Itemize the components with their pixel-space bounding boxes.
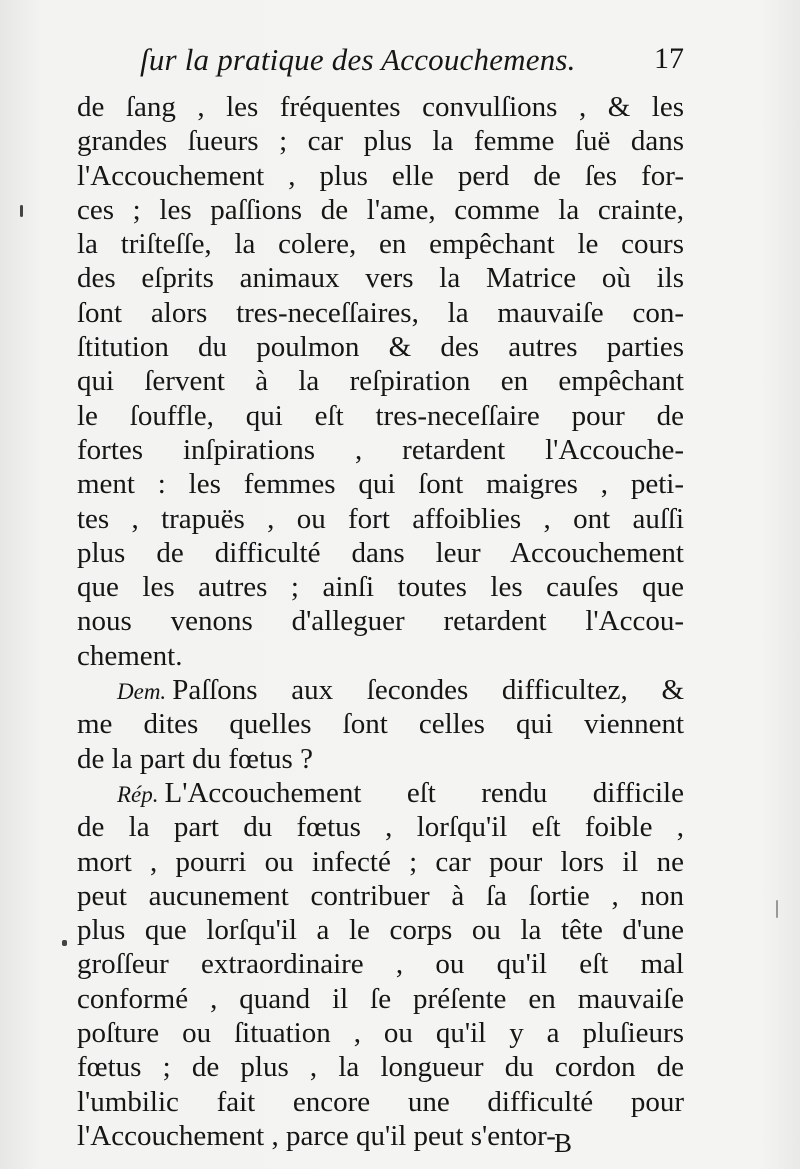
line-text: L'Accouchement eſt rendu difficile	[164, 776, 684, 809]
speaker-label: Dem.	[117, 679, 167, 705]
text-line	[77, 90, 684, 124]
text-line	[77, 673, 684, 707]
line-text: nous venons d'alleguer retardent l'Accou-	[77, 605, 684, 638]
text-line	[77, 159, 684, 193]
line-text: des eſprits animaux vers la Matrice où ils	[77, 262, 684, 295]
line-text: fœtus ; de plus , la longueur du cordon de	[77, 1051, 684, 1084]
line-text: groſſeur extraordinaire , ou qu'il eſt mal	[77, 948, 684, 981]
running-title: ſur la pratique des Accouchemens.	[140, 42, 576, 77]
line-text: me dites quelles ſont celles qui viennent	[77, 708, 684, 741]
text-line	[77, 947, 684, 981]
text-line	[77, 879, 684, 913]
line-text: l'Accouchement , plus elle perd de ſes for-	[77, 159, 684, 192]
line-text: grandes ſueurs ; car plus la femme ſuë dans	[77, 125, 684, 158]
line-text: tes , trapuës , ou fort affoiblies , ont auſſi	[77, 502, 684, 535]
text-line	[77, 913, 684, 947]
text-line	[77, 330, 684, 364]
line-text: Paſſons aux ſecondes difficultez, &	[172, 674, 684, 707]
body-text	[77, 90, 684, 1153]
line-text: peut aucunement contribuer à ſa ſortie , non	[77, 879, 684, 912]
line-text: ſont alors tres-neceſſaires, la mauvaiſe con-	[77, 296, 684, 329]
text-line	[77, 1085, 684, 1119]
line-text: l'Accouchement , parce qu'il peut s'entor-	[77, 1119, 556, 1152]
text-line	[77, 1119, 684, 1153]
text-line	[77, 124, 684, 158]
page-number: 17	[654, 42, 684, 75]
text-line	[77, 776, 684, 810]
line-text: plus de difficulté dans leur Accouchement	[77, 536, 684, 569]
text-line	[77, 707, 684, 741]
line-text: de ſang , les fréquentes convulſions , & les	[77, 91, 684, 123]
text-line	[77, 227, 684, 261]
line-text: que les autres ; ainſi toutes les cauſes que	[77, 571, 684, 604]
text-line	[77, 982, 684, 1016]
text-line	[77, 742, 684, 776]
line-text: poſture ou ſituation , ou qu'il y a pluſieurs	[77, 1017, 684, 1050]
line-text: ſtitution du poulmon & des autres parties	[77, 331, 684, 364]
line-text: le ſouffle, qui eſt tres-neceſſaire pour de	[77, 399, 684, 432]
page-header	[140, 42, 700, 90]
text-line	[77, 845, 684, 879]
text-line	[77, 536, 684, 570]
text-line	[77, 639, 684, 673]
text-line	[77, 604, 684, 638]
line-text: la triſteſſe, la colere, en empêchant le cours	[77, 228, 684, 261]
text-line	[77, 296, 684, 330]
margin-speck	[62, 940, 67, 946]
text-line	[77, 810, 684, 844]
text-line	[77, 467, 684, 501]
line-text: plus que lorſqu'il a le corps ou la tête d'une	[77, 914, 684, 947]
text-line	[77, 364, 684, 398]
margin-speck	[776, 900, 778, 918]
line-text: mort , pourri ou infecté ; car pour lors il ne	[77, 845, 684, 878]
line-text: chement.	[77, 639, 183, 672]
text-line	[77, 433, 684, 467]
speaker-label: Rép.	[117, 781, 159, 807]
line-text: ces ; les paſſions de l'ame, comme la crainte,	[77, 193, 684, 226]
text-line	[77, 570, 684, 604]
text-line	[77, 399, 684, 433]
signature-mark: B	[554, 1128, 573, 1158]
line-text: qui ſervent à la reſpiration en empêchant	[77, 365, 684, 398]
line-text: ment : les femmes qui ſont maigres , peti-	[77, 468, 684, 501]
line-text: conformé , quand il ſe préſente en mauvaiſe	[77, 982, 684, 1015]
line-text: l'umbilic fait encore une difficulté pour	[77, 1085, 684, 1118]
text-line	[77, 1050, 684, 1084]
text-line	[77, 1016, 684, 1050]
line-text: de la part du fœtus , lorſqu'il eſt foible ,	[77, 811, 684, 844]
text-line	[77, 261, 684, 295]
text-line	[77, 193, 684, 227]
text-line	[77, 502, 684, 536]
margin-speck	[20, 205, 23, 217]
line-text: fortes inſpirations , retardent l'Accouche-	[77, 433, 684, 466]
line-text: de la part du fœtus ?	[77, 742, 313, 775]
